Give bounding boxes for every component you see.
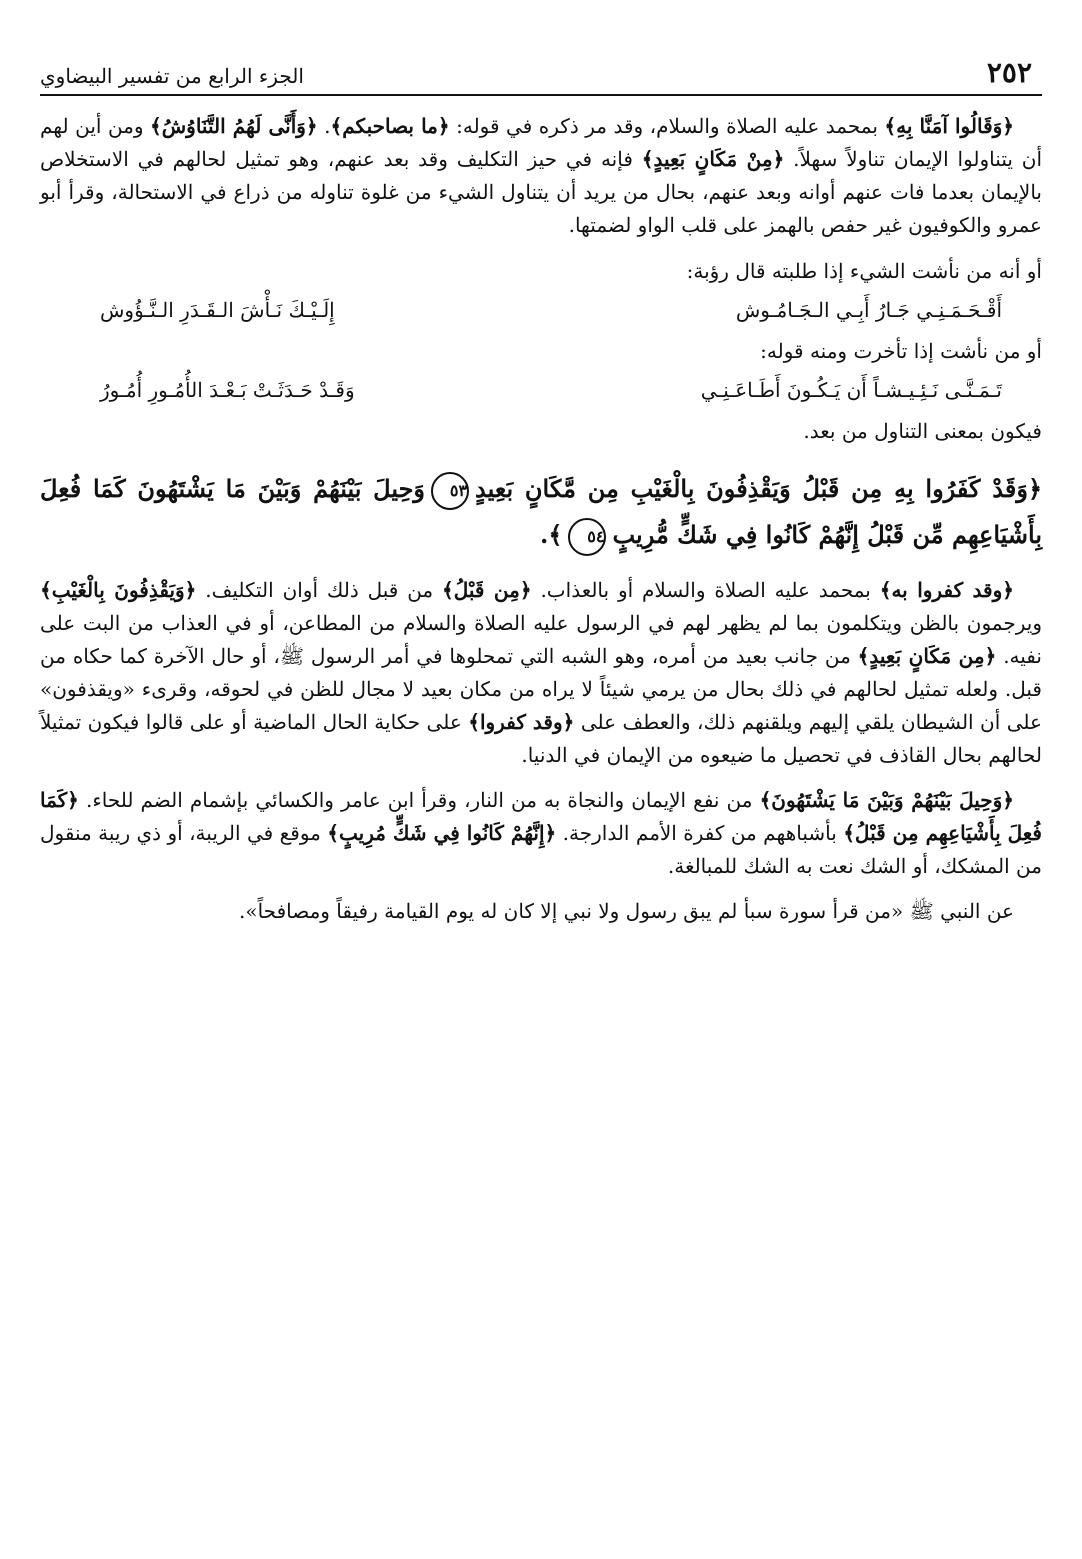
quran-quote: ﴿وَأَنَّى لَهُمُ التَّنَاوُشُ﴾ — [150, 114, 318, 138]
poem-intro: أو من نأشت إذا تأخرت ومنه قوله: — [760, 339, 1042, 363]
paragraph-3 — [40, 784, 1042, 883]
commentary-text: ويرجمون بالظن ويتكلمون بما لم يظهر لهم في الرسول عليه الصلاة والسلام من المطاعن، أو في العذاب من البت على نفيه. — [40, 611, 1042, 668]
commentary-text: فإنه في حيز التكليف وقد بعد عنهم، وهو تمثيل لحالهم في الاستخلاص بالإيمان بعدما فات عنهم أوانه وبعد عنهم، بحال من يريد أن يتناول الشيء من غلوة تناوله من ذراع في الاستحالة، وقرأ أبو عمرو والكوفيون غير حفص بالهمز على قلب الواو لضمتها. — [40, 147, 1042, 237]
quran-verses-block — [40, 466, 1042, 558]
commentary-text: . — [317, 114, 331, 138]
commentary-text: من قبل ذلك أوان التكليف. — [196, 578, 442, 602]
commentary-text: ومن أين لهم أن يتناولوا الإيمان تناولاً سهلاً. — [40, 114, 1042, 171]
poem-verse-line — [40, 370, 1042, 410]
commentary-body — [40, 110, 1042, 928]
hemistich-left: إِلَـيْـكَ نَـأْشَ الـقَـدَرِ الـنَّـؤُوش — [100, 298, 335, 322]
ayah-number-mark: ٥٤ — [568, 518, 606, 556]
commentary-text: بمحمد عليه الصلاة والسلام، وقد مر ذكره في قوله: — [449, 114, 885, 138]
page-number: ٢٥٢ — [986, 56, 1032, 89]
quran-quote: ﴿كَمَا فُعِلَ بِأَشْيَاعِهِم مِن قَبْلُ﴾ — [40, 788, 1042, 845]
commentary-text: من نفع الإيمان والنجاة به من النار، وقرأ ابن عامر والكسائي بإشمام الضم للحاء. — [78, 788, 760, 812]
quran-quote: ﴿مِن مَكَانٍ بَعِيدٍ﴾ — [857, 644, 997, 668]
hemistich-left: وَقَـدْ حَـدَثَـتْ بَـعْـدَ الأُمُـورِ أُمُـورُ — [100, 378, 355, 402]
commentary-text: موقع في الريبة، أو ذي ريبة منقول من المشكك، أو الشك نعت به الشك للمبالغة. — [40, 821, 1042, 878]
commentary-text: بمحمد عليه الصلاة والسلام أو بالعذاب. — [531, 578, 880, 602]
quran-closing-bracket: ﴾. — [540, 520, 563, 549]
commentary-text: على حكاية الحال الماضية أو على قالوا فيكون تمثيلاً لحالهم بحال القاذف في تحصيل ما ضيعوه من الإيمان في الدنيا. — [40, 710, 1042, 767]
ayah-number-mark: ٥٣ — [431, 472, 469, 510]
commentary-text: بأشباههم من كفرة الأمم الدارجة. — [556, 821, 844, 845]
quran-quote: ﴿وَحِيلَ بَيْنَهُمْ وَبَيْنَ مَا يَشْتَهُونَ﴾ — [759, 788, 1014, 812]
commentary-text: من جانب بعيد من أمره، وهو الشبه التي تمحلوها في أمر الرسول ﷺ، أو حال الآخرة كما حكاه من قبل. ولعله تمثيل لحالهم في ذلك بحال من يرمي شيئاً لا يراه من مكان بعيد لا مجال للظن في لحوقه، وقرىء «ويقذفون» على أن الشيطان يلقي إليهم ويلقنهم ذلك، والعطف على — [40, 644, 1042, 734]
book-page — [40, 52, 1042, 940]
closing-hadith: عن النبي ﷺ «من قرأ سورة سبأ لم يبق رسول ولا نبي إلا كان له يوم القيامة رفيقاً ومصافحاً». — [238, 899, 1014, 923]
quran-quote: ﴿وَقَالُوا آمَنَّا بِهِ﴾ — [884, 114, 1015, 138]
quran-quote: ﴿مِنْ مَكَانٍ بَعِيدٍ﴾ — [641, 147, 785, 171]
quran-verse-54: وَحِيلَ بَيْنَهُمْ وَبَيْنَ مَا يَشْتَهُونَ كَمَا فُعِلَ بِأَشْيَاعِهِم مِّن قَبْلُ إِنَّهُمْ كَانُوا فِي شَكٍّ مُّرِيبٍ — [40, 474, 1042, 549]
paragraph-1 — [40, 110, 1042, 242]
hemistich-right: أَقْـحَـمَـنِـي جَـارُ أَبِـي الـجَـامُـوش — [735, 298, 1002, 322]
quran-quote: ﴿ما بصاحبكم﴾ — [330, 114, 450, 138]
quran-quote: ﴿وقد كفروا﴾ — [468, 710, 575, 734]
running-head — [40, 52, 1042, 96]
paragraph-2 — [40, 574, 1042, 772]
poem-outro: فيكون بمعنى التناول من بعد. — [803, 419, 1042, 443]
book-title: الجزء الرابع من تفسير البيضاوي — [40, 64, 304, 88]
quran-quote: ﴿وقد كفروا به﴾ — [879, 578, 1014, 602]
quran-quote: ﴿مِن قَبْلُ﴾ — [442, 578, 532, 602]
poem-intro: أو أنه من نأشت الشيء إذا طلبته قال رؤبة: — [686, 259, 1042, 283]
hemistich-right: تَـمَـنَّـى نَـئِـيـشـاً أَن يَـكُـونَ أَطَـاعَـنِـي — [700, 378, 1002, 402]
quran-quote: ﴿إِنَّهُمْ كَانُوا فِي شَكٍّ مُرِيبٍ﴾ — [327, 821, 557, 845]
quran-quote: ﴿وَيَقْذِفُونَ بِالْغَيْبِ﴾ — [40, 578, 197, 602]
quran-verse-53: ﴿وَقَدْ كَفَرُوا بِهِ مِن قَبْلُ وَيَقْذِفُونَ بِالْغَيْبِ مِن مَّكَانٍ بَعِيدٍ — [475, 474, 1043, 503]
poem-verse-line — [40, 290, 1042, 330]
